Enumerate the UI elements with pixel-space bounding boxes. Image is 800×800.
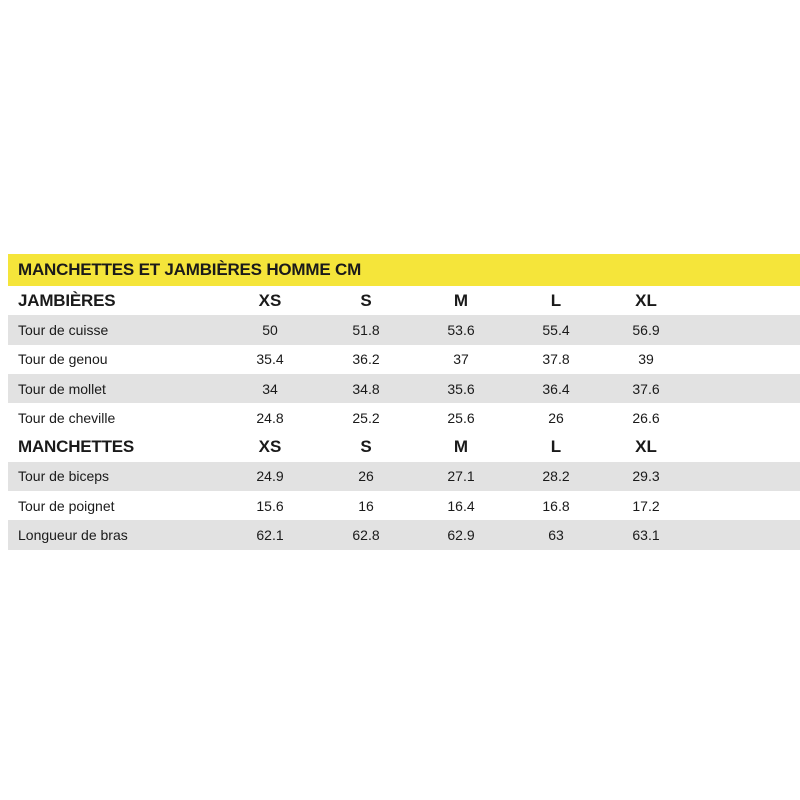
- section-header-manchettes: [8, 432, 800, 461]
- table-row: [8, 520, 800, 549]
- measurement-value: 16: [358, 497, 374, 514]
- measurement-value: 16.4: [447, 497, 475, 514]
- measurement-value: 29.3: [632, 468, 660, 485]
- table-row: [8, 345, 800, 374]
- measurement-value: 28.2: [542, 468, 570, 485]
- measurement-value: 35.4: [256, 351, 284, 368]
- measurement-value: 50: [262, 321, 278, 338]
- measurement-value: 62.9: [447, 527, 475, 544]
- measurement-value: 34.8: [352, 380, 380, 397]
- measurement-value: 36.2: [352, 351, 380, 368]
- measurement-value: 27.1: [447, 468, 475, 485]
- measurement-value: 39: [638, 351, 654, 368]
- measurement-label: Tour de cuisse: [18, 321, 109, 338]
- measurement-value: 63.1: [632, 527, 660, 544]
- size-chart-table: [8, 254, 800, 550]
- table-row: [8, 403, 800, 432]
- measurement-value: 37.6: [632, 380, 660, 397]
- measurement-value: 37.8: [542, 351, 570, 368]
- measurement-label: Tour de genou: [18, 351, 108, 368]
- table-row: [8, 462, 800, 491]
- measurement-value: 63: [548, 527, 564, 544]
- measurement-label: Tour de cheville: [18, 409, 116, 426]
- measurement-value: 25.2: [352, 409, 380, 426]
- measurement-value: 55.4: [542, 321, 570, 338]
- measurement-value: 62.1: [256, 527, 284, 544]
- size-label: M: [453, 290, 469, 310]
- table-row: [8, 491, 800, 520]
- size-label: XL: [635, 437, 657, 457]
- measurement-value: 35.6: [447, 380, 475, 397]
- size-label: XS: [258, 437, 282, 457]
- size-label: M: [453, 437, 469, 457]
- measurement-label: Tour de poignet: [18, 497, 115, 514]
- section-name: JAMBIÈRES: [18, 290, 116, 310]
- measurement-value: 53.6: [447, 321, 475, 338]
- measurement-value: 24.8: [256, 409, 284, 426]
- measurement-value: 24.9: [256, 468, 284, 485]
- measurement-value: 37: [453, 351, 469, 368]
- measurement-value: 16.8: [542, 497, 570, 514]
- table-title: MANCHETTES ET JAMBIÈRES HOMME CM: [8, 254, 800, 286]
- size-label: L: [550, 290, 562, 310]
- section-name: MANCHETTES: [18, 437, 135, 457]
- measurement-value: 62.8: [352, 527, 380, 544]
- table-row: [8, 315, 800, 344]
- size-label: XS: [258, 290, 282, 310]
- measurement-label: Tour de biceps: [18, 468, 110, 485]
- measurement-label: Tour de mollet: [18, 380, 106, 397]
- measurement-value: 15.6: [256, 497, 284, 514]
- size-label: XL: [635, 290, 657, 310]
- measurement-value: 36.4: [542, 380, 570, 397]
- measurement-value: 34: [262, 380, 278, 397]
- measurement-value: 25.6: [447, 409, 475, 426]
- size-label: S: [360, 290, 372, 310]
- measurement-value: 26: [548, 409, 564, 426]
- measurement-value: 51.8: [352, 321, 380, 338]
- measurement-value: 17.2: [632, 497, 660, 514]
- table-row: [8, 374, 800, 403]
- measurement-value: 56.9: [632, 321, 660, 338]
- size-label: L: [550, 437, 562, 457]
- section-header-jambieres: [8, 286, 800, 315]
- measurement-label: Longueur de bras: [18, 527, 128, 544]
- size-label: S: [360, 437, 372, 457]
- measurement-value: 26: [358, 468, 374, 485]
- measurement-value: 26.6: [632, 409, 660, 426]
